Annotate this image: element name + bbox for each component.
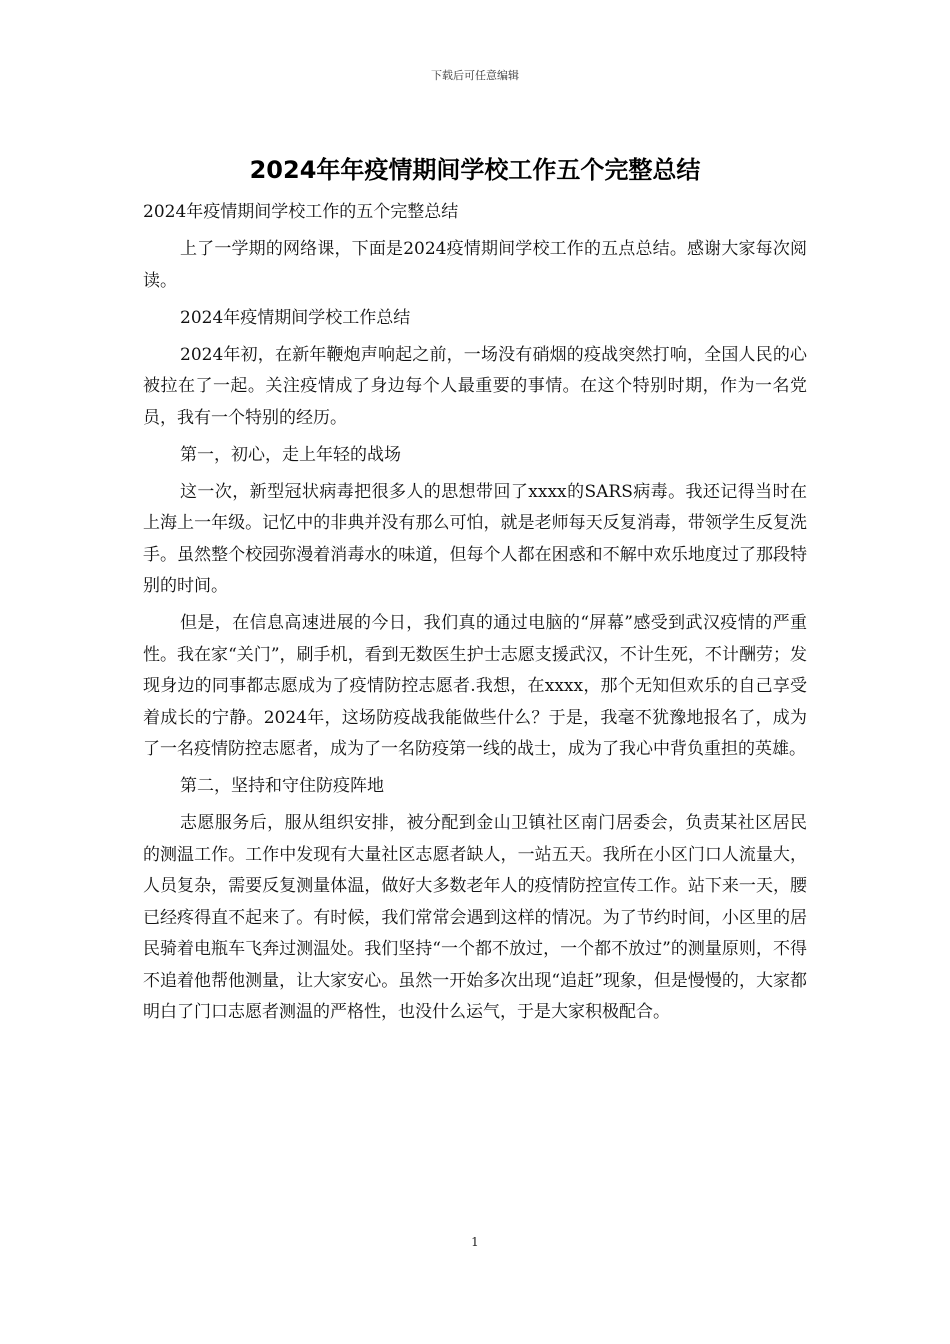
page-number: 1 (471, 1235, 479, 1249)
body-paragraph: 志愿服务后，服从组织安排，被分配到金山卫镇社区南门居委会，负责某社区居民的测温工作。工作中发现有大量社区志愿者缺人，一站五天。我所在小区门口人流量大，人员复杂，需要反复测量体温，做好大多数老年人的疫情防控宣传工作。站下来一天，腰已经疼得直不起来了。有时候，我们常常会遇到这样的情况。为了节约时间，小区里的居民骑着电瓶车飞奔过测温处。我们坚持“一个都不放过，一个都不放过”的测量原则，不得不追着他帮他测量，让大家安心。虽然一开始多次出现“追赶”现象，但是慢慢的，大家都明白了门口志愿者测温的严格性，也没什么运气，于是大家积极配合。 (143, 813, 807, 1022)
body-paragraph: 2024年初，在新年鞭炮声响起之前，一场没有硝烟的疫战突然打响，全国人民的心被拉在了一起。关注疫情成了身边每个人最重要的事情。在这个特别时期，作为一名党员，我有一个特别的经历。 (143, 344, 807, 428)
subtitle-paragraph: 2024年疫情期间学校工作的五个完整总结 (143, 202, 459, 222)
document-body (143, 197, 807, 1034)
section-heading: 第一，初心，走上年轻的战场 (180, 444, 401, 465)
section-heading: 2024年疫情期间学校工作总结 (180, 307, 411, 328)
document-title: 2024年年疫情期间学校工作五个完整总结 (249, 156, 701, 184)
section-heading: 第二，坚持和守住防疫阵地 (180, 776, 384, 796)
body-paragraph: 但是，在信息高速进展的今日，我们真的通过电脑的“屏幕”感受到武汉疫情的严重性。我在家“关门”，刷手机，看到无数医生护士志愿支援武汉，不计生死，不计酬劳；发现身边的同事都志愿成为了疫情防控志愿者.我想，在xxxx，那个无知但欢乐的自己享受着成长的宁静。2024年，这场防疫战我能做些什么？于是，我毫不犹豫地报名了，成为了一名疫情防控志愿者，成为了一名防疫第一线的战士，成为了我心中背负重担的英雄。 (143, 613, 807, 759)
body-paragraph: 这一次，新型冠状病毒把很多人的思想带回了xxxx的SARS病毒。我还记得当时在上海上一年级。记忆中的非典并没有那么可怕，就是老师每天反复消毒，带领学生反复洗手。虽然整个校园弥漫着消毒水的味道，但每个人都在困惑和不解中欢乐地度过了那段特别的时间。 (143, 481, 807, 596)
header-note: 下载后可任意编辑 (431, 69, 519, 82)
intro-paragraph: 上了一学期的网络课，下面是2024疫情期间学校工作的五点总结。感谢大家每次阅读。 (143, 239, 807, 291)
